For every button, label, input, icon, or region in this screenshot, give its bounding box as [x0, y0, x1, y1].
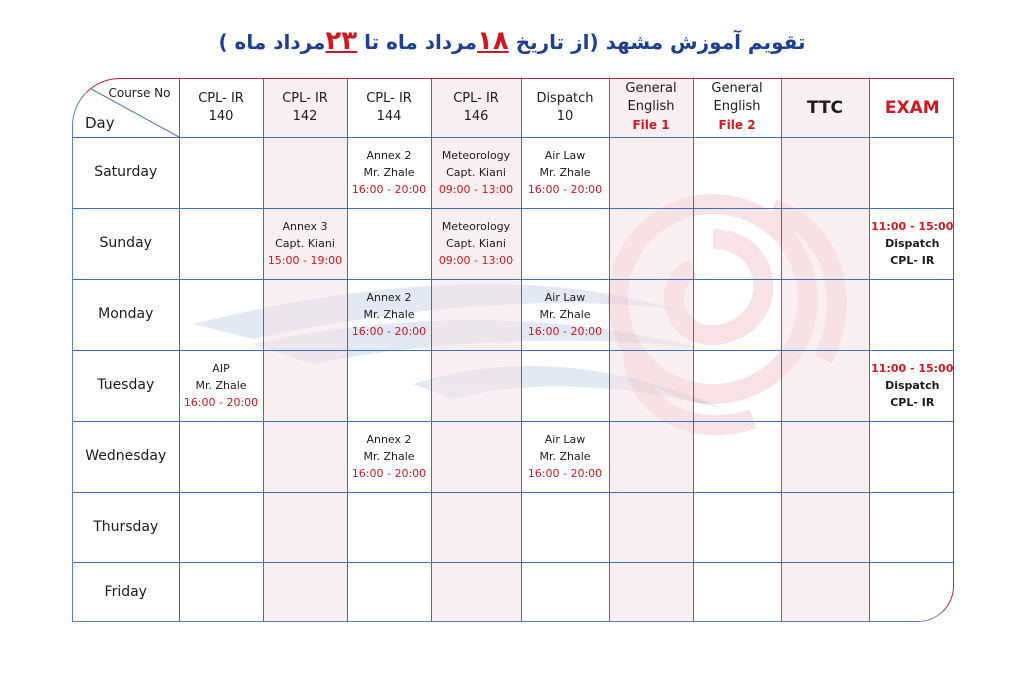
cell [347, 350, 431, 421]
cell [521, 208, 609, 279]
title-part-3: مرداد ماه ) [218, 30, 326, 54]
cell [693, 137, 781, 208]
cell [263, 562, 347, 622]
cell-class: Annex 2 Mr. Zhale 16:00 - 20:00 [347, 421, 431, 492]
cell [521, 350, 609, 421]
cell [781, 350, 869, 421]
cell-exam: 11:00 - 15:00 Dispatch CPL- IR [869, 208, 954, 279]
cell [781, 492, 869, 562]
cell [179, 279, 263, 350]
cell [431, 562, 521, 622]
col-header-exam: EXAM [869, 79, 954, 137]
cell [263, 137, 347, 208]
cell [693, 279, 781, 350]
cell [609, 208, 693, 279]
cell [781, 137, 869, 208]
cell [431, 350, 521, 421]
cell-class: AIP Mr. Zhale 16:00 - 20:00 [179, 350, 263, 421]
cell [263, 350, 347, 421]
row-wednesday [73, 421, 954, 492]
cell-class: Air Law Mr. Zhale 16:00 - 20:00 [521, 421, 609, 492]
page-title [0, 26, 1024, 56]
cell [869, 421, 954, 492]
col-header-ttc: TTC [781, 79, 869, 137]
cell [431, 421, 521, 492]
col-header-general-english-file-1: General English File 1 [609, 79, 693, 137]
corner-cell [73, 79, 179, 137]
cell [347, 208, 431, 279]
cell-class: Annex 2 Mr. Zhale 16:00 - 20:00 [347, 137, 431, 208]
cell-class: Meteorology Capt. Kiani 09:00 - 13:00 [431, 208, 521, 279]
row-tuesday [73, 350, 954, 421]
cell [693, 208, 781, 279]
title-part-2: مرداد ماه تا [357, 30, 477, 54]
row-thursday [73, 492, 954, 562]
cell [869, 137, 954, 208]
title-start-day: ۱۸ [477, 26, 509, 56]
cell [431, 492, 521, 562]
day-label-sunday: Sunday [73, 208, 179, 279]
col-header-cpl-ir-140: CPL- IR 140 [179, 79, 263, 137]
cell [609, 421, 693, 492]
cell [693, 492, 781, 562]
day-label-wednesday: Wednesday [73, 421, 179, 492]
cell [179, 562, 263, 622]
cell [693, 421, 781, 492]
schedule-frame [72, 78, 954, 622]
cell [693, 350, 781, 421]
cell [869, 279, 954, 350]
cell [609, 350, 693, 421]
cell [179, 492, 263, 562]
col-header-cpl-ir-142: CPL- IR 142 [263, 79, 347, 137]
cell [263, 492, 347, 562]
cell-exam: 11:00 - 15:00 Dispatch CPL- IR [869, 350, 954, 421]
cell [609, 137, 693, 208]
row-friday [73, 562, 954, 622]
schedule-table [73, 79, 954, 622]
cell [781, 208, 869, 279]
cell [521, 492, 609, 562]
day-label-friday: Friday [73, 562, 179, 622]
cell-class: Annex 2 Mr. Zhale 16:00 - 20:00 [347, 279, 431, 350]
cell-class: Annex 3 Capt. Kiani 15:00 - 19:00 [263, 208, 347, 279]
cell [521, 562, 609, 622]
cell [179, 421, 263, 492]
cell [609, 492, 693, 562]
row-sunday [73, 208, 954, 279]
corner-day-label: Day [85, 113, 115, 132]
cell [781, 421, 869, 492]
cell [609, 562, 693, 622]
cell [347, 562, 431, 622]
day-label-monday: Monday [73, 279, 179, 350]
cell [431, 279, 521, 350]
cell-class: Air Law Mr. Zhale 16:00 - 20:00 [521, 279, 609, 350]
day-label-saturday: Saturday [73, 137, 179, 208]
cell [869, 492, 954, 562]
cell [869, 562, 954, 622]
cell [781, 562, 869, 622]
cell [693, 562, 781, 622]
col-header-general-english-file-2: General English File 2 [693, 79, 781, 137]
row-monday [73, 279, 954, 350]
corner-course-label: Course No [108, 86, 171, 100]
cell-class: Meteorology Capt. Kiani 09:00 - 13:00 [431, 137, 521, 208]
col-header-cpl-ir-146: CPL- IR 146 [431, 79, 521, 137]
col-header-cpl-ir-144: CPL- IR 144 [347, 79, 431, 137]
row-saturday [73, 137, 954, 208]
col-header-dispatch-10: Dispatch 10 [521, 79, 609, 137]
title-end-day: ۲۳ [325, 26, 358, 56]
cell [263, 279, 347, 350]
cell-class: Air Law Mr. Zhale 16:00 - 20:00 [521, 137, 609, 208]
header-row [73, 79, 954, 137]
cell [347, 492, 431, 562]
cell [179, 137, 263, 208]
day-label-tuesday: Tuesday [73, 350, 179, 421]
cell [781, 279, 869, 350]
cell [609, 279, 693, 350]
title-part-1: تقویم آموزش مشهد (از تاریخ [508, 30, 806, 54]
day-label-thursday: Thursday [73, 492, 179, 562]
cell [263, 421, 347, 492]
cell [179, 208, 263, 279]
